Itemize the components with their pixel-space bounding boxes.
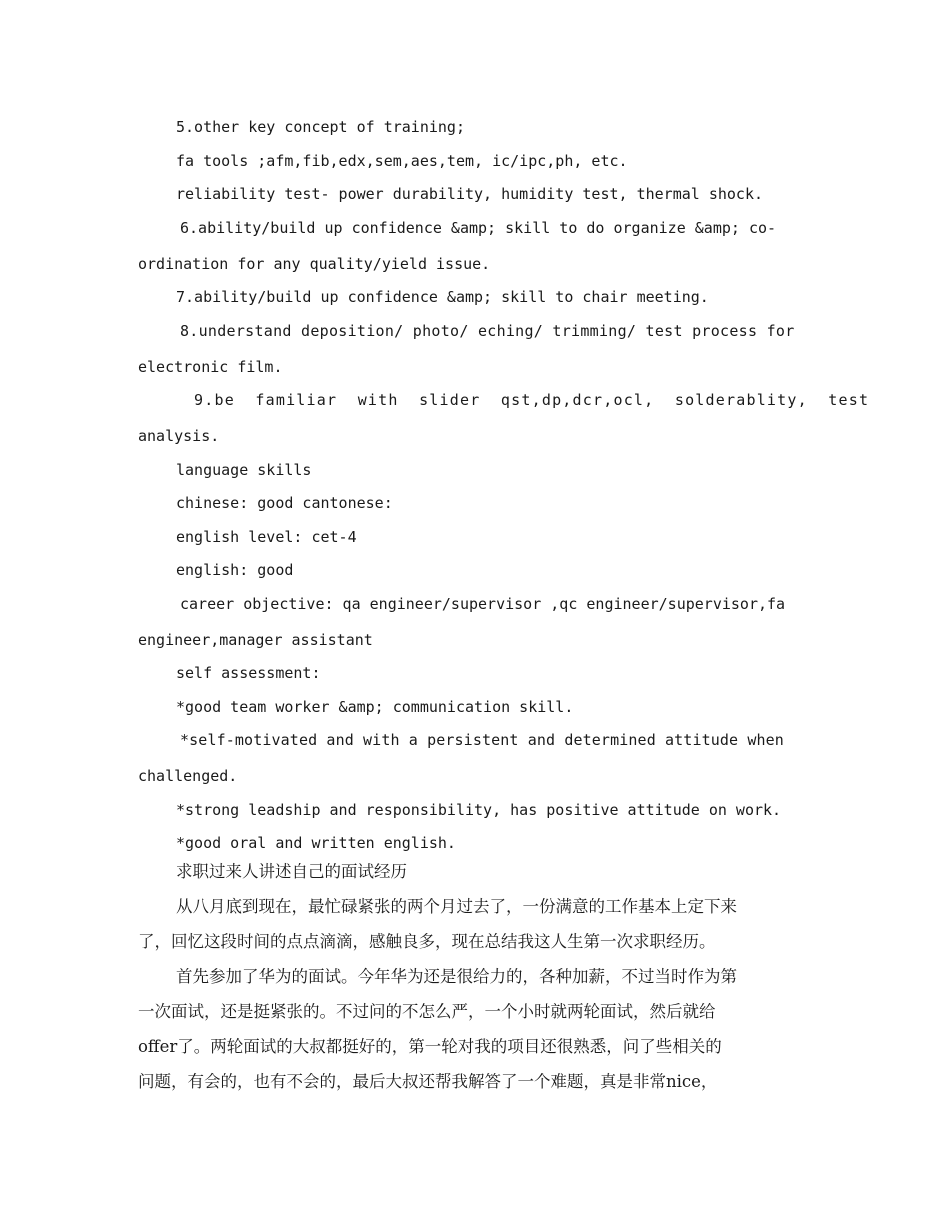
- text-line: 5.other key concept of training;: [176, 118, 465, 136]
- chinese-paragraph-line: 了，回忆这段时间的点点滴滴，感触良多，现在总结我这人生第一次求职经历。: [138, 931, 716, 951]
- item-7: 7.ability/build up confidence &amp; skill to chair meeting.: [176, 288, 709, 306]
- self-assessment-item: *good team worker &amp; communication skill.: [176, 697, 574, 716]
- self-assessment-item: *self-motivated and with a persistent and determined attitude when: [180, 731, 784, 749]
- self-assessment-item: *strong leadship and responsibility, has positive attitude on work.: [176, 800, 782, 819]
- item-9-continuation: analysis.: [138, 427, 220, 445]
- language-english: english: good: [176, 561, 294, 579]
- item-6-first-line: 6.ability/build up confidence &amp; skill to do organize &amp; co-: [180, 218, 777, 237]
- chinese-paragraph-line: 首先参加了华为的面试。今年华为还是很给力的，各种加薪，不过当时作为第: [176, 966, 737, 986]
- text-line: reliability test- power durability, humidity test, thermal shock.: [176, 185, 763, 203]
- chinese-paragraph-line: offer了。两轮面试的大叔都挺好的，第一轮对我的项目还很熟悉，问了些相关的: [138, 1036, 722, 1056]
- item-9-first-line: 9.be familiar with slider qst,dp,dcr,ocl, solderablity, test: [194, 391, 870, 409]
- chinese-paragraph-line: 从八月底到现在，最忙碌紧张的两个月过去了，一份满意的工作基本上定下来: [176, 896, 737, 916]
- item-6-continuation: ordination for any quality/yield issue.: [138, 254, 491, 273]
- item-8-first-line: 8.understand deposition/ photo/ eching/ trimming/ test process for: [180, 321, 795, 340]
- career-objective-continuation: engineer,manager assistant: [138, 630, 373, 649]
- item-8-continuation: electronic film.: [138, 357, 283, 376]
- chinese-paragraph-line: 一次面试，还是挺紧张的。不过问的不怎么严，一个小时就两轮面试，然后就给: [138, 1001, 716, 1021]
- text-line: fa tools ;afm,fib,edx,sem,aes,tem, ic/ipc,ph, etc.: [176, 151, 628, 170]
- document-page: [138, 117, 870, 1099]
- self-assessment-heading: self assessment:: [176, 664, 321, 682]
- chinese-paragraph-line: 问题，有会的，也有不会的，最后大叔还帮我解答了一个难题，真是非常nice，: [138, 1071, 718, 1091]
- chinese-section-title: 求职过来人讲述自己的面试经历: [176, 861, 407, 881]
- language-chinese: chinese: good cantonese:: [176, 494, 393, 512]
- language-heading: language skills: [176, 460, 312, 479]
- language-english-level: english level: cet-4: [176, 527, 357, 546]
- self-assessment-item: *good oral and written english.: [176, 834, 456, 852]
- career-objective-first-line: career objective: qa engineer/supervisor ,qc engineer/supervisor,fa: [180, 594, 786, 613]
- self-assessment-item-continuation: challenged.: [138, 767, 238, 785]
